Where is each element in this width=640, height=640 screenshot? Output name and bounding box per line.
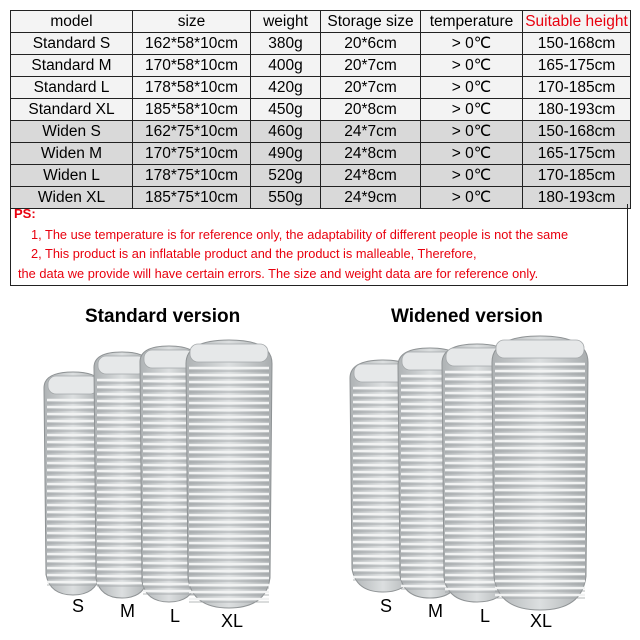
cell-model: Widen XL (11, 187, 133, 209)
cell-model: Standard XL (11, 99, 133, 121)
header-size: size (133, 11, 251, 33)
table-row (11, 55, 631, 77)
cell-height: 180-193cm (523, 99, 631, 121)
standard-pad-s (44, 372, 102, 595)
cell-height: 165-175cm (523, 143, 631, 165)
cell-weight: 490g (251, 143, 321, 165)
widened-size-label-l: L (480, 606, 491, 626)
widened-size-label-m: M (428, 601, 443, 621)
widened-size-label-xl: XL (530, 611, 553, 631)
cell-height: 150-168cm (523, 121, 631, 143)
cell-storage-size: 20*7cm (321, 77, 421, 99)
widened-size-label-s: S (380, 596, 393, 616)
cell-temperature: > 0℃ (421, 55, 523, 77)
cell-size: 162*75*10cm (133, 121, 251, 143)
cell-storage-size: 24*8cm (321, 143, 421, 165)
cell-size: 178*58*10cm (133, 77, 251, 99)
cell-weight: 460g (251, 121, 321, 143)
cell-weight: 550g (251, 187, 321, 209)
cell-size: 178*75*10cm (133, 165, 251, 187)
cell-storage-size: 20*7cm (321, 55, 421, 77)
cell-temperature: > 0℃ (421, 99, 523, 121)
table-row (11, 77, 631, 99)
header-model: model (11, 11, 133, 33)
cell-model: Widen L (11, 165, 133, 187)
cell-weight: 420g (251, 77, 321, 99)
spec-table-header-row (11, 11, 631, 33)
cell-storage-size: 24*8cm (321, 165, 421, 187)
cell-storage-size: 24*9cm (321, 187, 421, 209)
standard-pad-xl (186, 340, 272, 608)
cell-size: 170*75*10cm (133, 143, 251, 165)
spec-table (10, 10, 631, 209)
table-row (11, 33, 631, 55)
header-storage-size: Storage size (321, 11, 421, 33)
cell-height: 170-185cm (523, 77, 631, 99)
cell-weight: 380g (251, 33, 321, 55)
sleeping-pads-illustration (0, 330, 640, 630)
widened-version-title: Widened version (391, 306, 543, 327)
cell-weight: 450g (251, 99, 321, 121)
cell-temperature: > 0℃ (421, 77, 523, 99)
cell-weight: 400g (251, 55, 321, 77)
notes-line-3: the data we provide will have certain errors. The size and weight data are for reference only. (18, 266, 539, 281)
table-row (11, 143, 631, 165)
header-weight: weight (251, 11, 321, 33)
cell-height: 180-193cm (523, 187, 631, 209)
cell-model: Standard L (11, 77, 133, 99)
table-row (11, 99, 631, 121)
cell-storage-size: 24*7cm (321, 121, 421, 143)
cell-temperature: > 0℃ (421, 165, 523, 187)
cell-temperature: > 0℃ (421, 121, 523, 143)
cell-size: 170*58*10cm (133, 55, 251, 77)
table-row (11, 121, 631, 143)
cell-model: Widen S (11, 121, 133, 143)
notes-ps-label: PS: (14, 206, 36, 221)
standard-size-label-xl: XL (221, 611, 244, 631)
table-row (11, 165, 631, 187)
cell-temperature: > 0℃ (421, 33, 523, 55)
cell-size: 162*58*10cm (133, 33, 251, 55)
notes-box (10, 204, 628, 286)
cell-model: Widen M (11, 143, 133, 165)
cell-size: 185*75*10cm (133, 187, 251, 209)
cell-height: 165-175cm (523, 55, 631, 77)
cell-height: 170-185cm (523, 165, 631, 187)
widened-pad-xl (492, 336, 588, 610)
header-suitable-height: Suitable height (523, 11, 631, 33)
notes-line-1: 1, The use temperature is for reference only, the adaptability of different people is not the same (31, 227, 569, 242)
cell-weight: 520g (251, 165, 321, 187)
standard-size-label-s: S (72, 596, 85, 616)
header-temperature: temperature (421, 11, 523, 33)
cell-storage-size: 20*8cm (321, 99, 421, 121)
notes-line-2: 2, This product is an inflatable product and the product is malleable, Therefore, (31, 246, 477, 261)
cell-storage-size: 20*6cm (321, 33, 421, 55)
cell-temperature: > 0℃ (421, 187, 523, 209)
standard-size-label-l: L (170, 606, 181, 626)
standard-version-title: Standard version (85, 306, 241, 327)
cell-model: Standard M (11, 55, 133, 77)
standard-size-label-m: M (120, 601, 135, 621)
cell-height: 150-168cm (523, 33, 631, 55)
cell-size: 185*58*10cm (133, 99, 251, 121)
cell-model: Standard S (11, 33, 133, 55)
cell-temperature: > 0℃ (421, 143, 523, 165)
